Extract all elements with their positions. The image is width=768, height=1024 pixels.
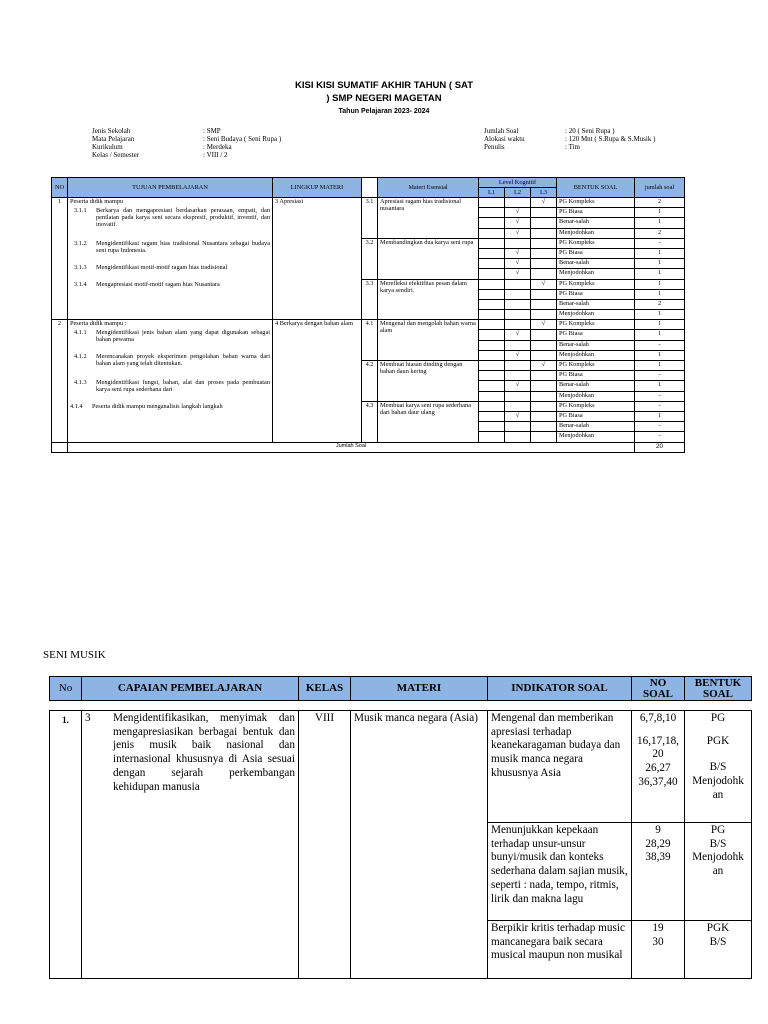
- music-row-no: 1.: [50, 711, 82, 979]
- tujuan-cell: [68, 320, 273, 442]
- document-title-line2: ) SMP NEGERI MAGETAN: [326, 93, 442, 104]
- header-row: [52, 178, 685, 188]
- bentuk-soal-cell: PG Kompleks: [557, 361, 635, 371]
- header-tujuan: TUJUAN PEMBELAJARAN: [68, 178, 273, 198]
- level-l1-cell: [479, 320, 505, 330]
- tujuan-item-number: 3.1.2: [74, 240, 87, 247]
- level-l2-cell: √: [505, 381, 531, 391]
- tujuan-item-number: 3.1.1: [74, 207, 87, 214]
- music-header-bentuk-2: SOAL: [703, 687, 733, 700]
- document-title-line1: KISI KISI SUMATIF AKHIR TAHUN ( SAT: [294, 80, 474, 91]
- no-soal-line: 38,39: [645, 851, 671, 864]
- level-l3-cell: [531, 330, 557, 340]
- level-l3-cell: √: [531, 361, 557, 371]
- header-l1: L1: [479, 188, 505, 198]
- level-l3-cell: [531, 350, 557, 360]
- music-header-bentuk-1: BENTUK: [694, 676, 742, 689]
- header-l2: L2: [505, 188, 531, 198]
- materi-number: 3.3: [362, 279, 378, 320]
- header-l3: L3: [531, 188, 557, 198]
- jumlah-soal-cell: 2: [635, 299, 685, 309]
- music-row-1: [50, 711, 752, 823]
- level-l3-cell: [531, 371, 557, 381]
- no-soal-line: 19: [652, 922, 664, 934]
- meta-label: Kurikulum: [92, 143, 123, 151]
- row-number: 2: [52, 320, 68, 442]
- materi-cell: Merefleksi efektifitas pesan dalam karya sendiri.: [378, 279, 479, 320]
- materi-number: 4.1: [362, 320, 378, 361]
- jumlah-soal-cell: 1: [635, 320, 685, 330]
- tujuan-item-number: 3.1.3: [74, 264, 87, 271]
- no-soal-line: 28,29: [645, 837, 671, 850]
- bentuk-soal-cell: PG Biasa: [557, 208, 635, 218]
- level-l3-cell: [531, 259, 557, 269]
- level-l2-cell: √: [505, 350, 531, 360]
- tujuan-cell: [68, 198, 273, 320]
- bentuk-soal-cell: Benar-salah: [557, 422, 635, 432]
- jumlah-soal-cell: 1: [635, 411, 685, 421]
- level-l3-cell: √: [531, 198, 557, 208]
- level-l2-cell: √: [505, 218, 531, 228]
- no-soal-gap: [635, 726, 681, 735]
- header-jumlah: jumlah soal: [635, 178, 685, 198]
- section-title-seni-musik: SENI MUSIK: [43, 649, 106, 661]
- lingkup-cell: 4 Berkarya dengan bahan alam: [273, 320, 362, 442]
- bentuk-soal-cell: PG Biasa: [557, 371, 635, 381]
- level-l3-cell: [531, 411, 557, 421]
- music-body-table: [49, 710, 752, 979]
- jumlah-soal-cell: -: [635, 340, 685, 350]
- header-bentuk: BENTUK SOAL: [557, 178, 635, 198]
- music-header-table: [49, 676, 752, 701]
- level-l3-cell: √: [531, 279, 557, 289]
- level-l1-cell: [479, 248, 505, 258]
- materi-cell: Apresiasi ragam hias tradisional nusantara: [378, 198, 479, 239]
- level-l3-cell: [531, 340, 557, 350]
- materi-cell: Membuat karya seni rupa sederhana dari bahan daur ulang: [378, 401, 479, 442]
- level-l1-cell: [479, 299, 505, 309]
- total-value: 20: [635, 442, 685, 452]
- level-l1-cell: [479, 289, 505, 299]
- level-l2-cell: √: [505, 269, 531, 279]
- level-l2-cell: √: [505, 208, 531, 218]
- music-bentuk-3: [685, 921, 752, 979]
- level-l3-cell: [531, 238, 557, 248]
- music-kelas: VIII: [299, 711, 351, 979]
- bentuk-soal-cell: Menjodohkan: [557, 310, 635, 320]
- jumlah-soal-cell: 1: [635, 289, 685, 299]
- bentuk-soal-cell: Benar-salah: [557, 340, 635, 350]
- tujuan-item-number: 3.1.4: [74, 281, 87, 288]
- level-l1-cell: [479, 422, 505, 432]
- bentuk-line: Menjodohk: [692, 851, 744, 864]
- bentuk-line: Menjodohk: [692, 775, 744, 788]
- music-indikator-1: Mengenal dan memberikan apresiasi terhadap keanekaragaman budaya dan musik manca negara khususnya Asia: [488, 711, 632, 823]
- level-l3-cell: [531, 401, 557, 411]
- level-l2-cell: [505, 432, 531, 442]
- level-l1-cell: [479, 340, 505, 350]
- total-blank: [52, 442, 68, 452]
- no-soal-line: 6,7,8,10: [639, 712, 677, 724]
- tujuan-item-text: Mengidentifikasi jenis bahan alam yang dapat digunakan sebagai bahan pewarna: [96, 329, 270, 344]
- level-l2-cell: [505, 238, 531, 248]
- music-indikator-2: Menunjukkan kepekaan terhadap unsur-unsur bunyi/musik dan konteks sederhana dalam sajian musik, seperti : nada, tempo, ritmis, lirik dan makna lagu: [488, 823, 632, 921]
- jumlah-soal-cell: 1: [635, 330, 685, 340]
- materi-number: 3.1: [362, 198, 378, 239]
- bentuk-line: B/S: [709, 837, 727, 850]
- meta-left-labels: [92, 127, 202, 159]
- materi-cell: Membandingkan dua karya seni rupa: [378, 238, 479, 279]
- header-materi: Materi Esensial: [378, 178, 479, 198]
- level-l1-cell: [479, 238, 505, 248]
- music-capaian-cell: [82, 711, 299, 979]
- music-materi: Musik manca negara (Asia): [351, 711, 488, 979]
- bentuk-soal-cell: Benar-salah: [557, 381, 635, 391]
- bentuk-soal-cell: Benar-salah: [557, 299, 635, 309]
- jumlah-soal-cell: -: [635, 401, 685, 411]
- meta-value: : Merdeka: [203, 143, 232, 151]
- lingkup-cell: 3 Apresiasi: [273, 198, 362, 320]
- meta-label: Kelas / Semester: [92, 151, 140, 159]
- level-l1-cell: [479, 432, 505, 442]
- level-l2-cell: [505, 371, 531, 381]
- level-l3-cell: [531, 391, 557, 401]
- music-header-row: [50, 677, 752, 701]
- materi-cell: Membuat hiasan dinding dengan bahan daun kering: [378, 361, 479, 402]
- tujuan-item-number: 4.1.2: [74, 353, 87, 361]
- music-no-soal-3: [632, 921, 685, 979]
- bentuk-soal-cell: PG Biasa: [557, 330, 635, 340]
- music-header-capaian: CAPAIAN PEMBELAJARAN: [82, 677, 299, 701]
- meta-value: : Seni Budaya ( Seni Rupa ): [203, 135, 282, 143]
- music-header-materi: MATERI: [351, 677, 488, 701]
- bentuk-soal-cell: Menjodohkan: [557, 350, 635, 360]
- level-l3-cell: √: [531, 320, 557, 330]
- jumlah-soal-cell: -: [635, 422, 685, 432]
- jumlah-soal-cell: 1: [635, 361, 685, 371]
- meta-label: Mata Pelajaran: [92, 135, 135, 143]
- tujuan-item-text: Mengidentifikasi motif-motif ragam hias tradisional: [96, 264, 228, 271]
- bentuk-line: PG: [710, 712, 726, 724]
- level-l1-cell: [479, 361, 505, 371]
- jumlah-soal-cell: -: [635, 432, 685, 442]
- materi-cell: Mengenal dan mengolah bahan warna alam: [378, 320, 479, 361]
- no-soal-line: 26,27: [645, 762, 671, 775]
- music-header-no-soal: [632, 677, 685, 701]
- level-l3-cell: [531, 381, 557, 391]
- bentuk-soal-cell: Menjodohkan: [557, 432, 635, 442]
- music-header-kelas: KELAS: [299, 677, 351, 701]
- jumlah-soal-cell: 2: [635, 198, 685, 208]
- jumlah-soal-cell: -: [635, 238, 685, 248]
- document-subtitle: Tahun Pelajaran 2023- 2024: [338, 108, 430, 115]
- level-l3-cell: [531, 228, 557, 238]
- total-row: [52, 442, 685, 452]
- level-l1-cell: [479, 259, 505, 269]
- meta-value: : 20 ( Seni Rupa ): [565, 127, 615, 135]
- tujuan-item-text: Berkarya dan mengapresiasi berdasarkan perasaan, empati, dan penilaian pada karya seni secara ekspresif, produktif, inventif, dan inovatif.: [96, 207, 270, 228]
- tujuan-item: [70, 329, 270, 343]
- bentuk-soal-cell: Menjodohkan: [557, 228, 635, 238]
- level-l2-cell: [505, 422, 531, 432]
- music-no-soal-2: [632, 823, 685, 921]
- music-bentuk-1: [685, 711, 752, 823]
- header-level: Level Kognitif: [479, 178, 557, 188]
- no-soal-line: 9: [655, 824, 661, 836]
- header-no: NO: [52, 178, 68, 198]
- tujuan-item: [70, 264, 270, 271]
- level-l2-cell: [505, 401, 531, 411]
- meta-value: : SMP: [203, 127, 221, 135]
- level-l2-cell: √: [505, 330, 531, 340]
- tujuan-item: [70, 403, 270, 410]
- meta-right-values: [565, 127, 725, 151]
- level-l1-cell: [479, 208, 505, 218]
- level-l1-cell: [479, 310, 505, 320]
- level-l1-cell: [479, 269, 505, 279]
- jumlah-soal-cell: 1: [635, 381, 685, 391]
- tujuan-item: [70, 379, 270, 393]
- tujuan-item-text: Merencanakan proyek eksperimen pengolahan bahan warna dari bahan alam yang telah ditentukan.: [96, 353, 270, 368]
- level-l1-cell: [479, 198, 505, 208]
- meta-value: : VIII / 2: [203, 151, 228, 159]
- level-l2-cell: √: [505, 248, 531, 258]
- meta-value: : 120 Mnt ( S.Rupa & S.Musik ): [565, 135, 656, 143]
- materi-number: 4.3: [362, 401, 378, 442]
- level-l3-cell: [531, 218, 557, 228]
- bentuk-soal-cell: PG Kompleks: [557, 279, 635, 289]
- level-l1-cell: [479, 371, 505, 381]
- jumlah-soal-cell: 1: [635, 218, 685, 228]
- meta-label: Penulis: [484, 143, 505, 151]
- jumlah-soal-cell: 1: [635, 310, 685, 320]
- music-header-indikator: INDIKATOR SOAL: [488, 677, 632, 701]
- tujuan-item: [70, 281, 270, 288]
- bentuk-soal-cell: PG Kompleks: [557, 198, 635, 208]
- bentuk-soal-cell: Benar-salah: [557, 259, 635, 269]
- level-l2-cell: [505, 279, 531, 289]
- jumlah-soal-cell: 2: [635, 228, 685, 238]
- level-l3-cell: [531, 248, 557, 258]
- level-l3-cell: [531, 269, 557, 279]
- kisi-row: [52, 320, 685, 330]
- jumlah-soal-cell: 1: [635, 350, 685, 360]
- music-header-bentuk: [685, 677, 752, 701]
- bentuk-soal-cell: PG Kompleks: [557, 320, 635, 330]
- no-soal-line: 20: [652, 748, 664, 761]
- jumlah-soal-cell: 1: [635, 248, 685, 258]
- level-l3-cell: [531, 310, 557, 320]
- level-l1-cell: [479, 330, 505, 340]
- music-bentuk-2: [685, 823, 752, 921]
- materi-number: 3.2: [362, 238, 378, 279]
- meta-left-values: [203, 127, 403, 159]
- level-l2-cell: [505, 289, 531, 299]
- bentuk-gap: [688, 726, 748, 735]
- music-indikator-3: Berpikir kritis terhadap music mancanegara baik secara musical maupun non musikal: [488, 921, 632, 979]
- level-l1-cell: [479, 218, 505, 228]
- level-l3-cell: [531, 289, 557, 299]
- level-l1-cell: [479, 391, 505, 401]
- level-l2-cell: [505, 320, 531, 330]
- bentuk-soal-cell: Menjodohkan: [557, 391, 635, 401]
- meta-label: Alokasi waktu: [484, 135, 525, 143]
- meta-right-labels: [484, 127, 564, 151]
- level-l3-cell: [531, 432, 557, 442]
- no-soal-line: 16,17,18,: [637, 734, 679, 747]
- header-blank: [362, 178, 378, 198]
- bentuk-line: an: [712, 788, 724, 801]
- bentuk-soal-cell: PG Kompleks: [557, 238, 635, 248]
- tujuan-intro: Peserta didik mampu :: [70, 320, 127, 328]
- bentuk-soal-cell: PG Biasa: [557, 411, 635, 421]
- level-l3-cell: [531, 208, 557, 218]
- bentuk-soal-cell: Menjodohkan: [557, 269, 635, 279]
- level-l2-cell: [505, 340, 531, 350]
- level-l1-cell: [479, 350, 505, 360]
- header-lingkup: LINGKUP MATERI: [273, 178, 362, 198]
- bentuk-soal-cell: PG Biasa: [557, 248, 635, 258]
- bentuk-line: PGK: [706, 922, 730, 934]
- level-l1-cell: [479, 228, 505, 238]
- level-l2-cell: √: [505, 259, 531, 269]
- level-l2-cell: √: [505, 411, 531, 421]
- level-l1-cell: [479, 381, 505, 391]
- jumlah-soal-cell: -: [635, 391, 685, 401]
- jumlah-soal-cell: -: [635, 371, 685, 381]
- level-l2-cell: [505, 310, 531, 320]
- meta-label: Jumlah Soal: [484, 127, 519, 135]
- jumlah-soal-cell: 1: [635, 279, 685, 289]
- jumlah-soal-cell: 1: [635, 208, 685, 218]
- bentuk-line: B/S: [709, 761, 727, 774]
- level-l1-cell: [479, 279, 505, 289]
- bentuk-line: B/S: [709, 935, 727, 948]
- meta-label: Jenis Sekolah: [92, 127, 131, 135]
- level-l1-cell: [479, 411, 505, 421]
- tujuan-item: [70, 240, 270, 254]
- tujuan-item-text: Peserta didik mampu menganalisis langkah langkah: [92, 403, 223, 411]
- tujuan-item: [70, 207, 270, 228]
- bentuk-gap: [688, 748, 748, 761]
- music-no-soal-1: [632, 711, 685, 823]
- level-l2-cell: [505, 391, 531, 401]
- music-header-no: No: [50, 677, 82, 701]
- tujuan-item-text: Mengidentifikasi ragam hias tradisional Nusantara sebagai budaya seni rupa Indonesia.: [96, 240, 270, 254]
- level-l2-cell: [505, 361, 531, 371]
- jumlah-soal-cell: 1: [635, 269, 685, 279]
- bentuk-line: PG: [710, 824, 726, 836]
- materi-number: 4.2: [362, 361, 378, 402]
- tujuan-item-number: 4.1.4: [70, 403, 83, 411]
- music-capaian-wrap: [85, 712, 295, 794]
- music-header-no-soal-2: SOAL: [643, 687, 673, 700]
- tujuan-item: [70, 353, 270, 367]
- bentuk-line: an: [712, 865, 724, 878]
- bentuk-soal-cell: PG Kompleks: [557, 401, 635, 411]
- level-l2-cell: √: [505, 228, 531, 238]
- level-l2-cell: [505, 299, 531, 309]
- jumlah-soal-cell: 1: [635, 259, 685, 269]
- music-capaian-text: Mengidentifikasikan, menyimak dan mengapresiasikan berbagai bentuk dan jenis musik baik nasional dan internasional khususnya di Asia sesuai dengan sejarah perkembangan kehidupan manusia: [113, 712, 295, 793]
- tujuan-item-number: 4.1.3: [74, 379, 87, 387]
- music-header-no-soal-1: NO: [649, 676, 667, 689]
- bentuk-line: PGK: [706, 734, 730, 747]
- tujuan-item-text: Mengapresiasi motif-motif ragam hias Nusantara: [96, 281, 220, 288]
- total-label: Jumlah Soal: [68, 442, 635, 452]
- tujuan-item-text: Mengidentifikasi fungsi, bahan, alat dan proses pada pembuatan karya seni rupa sederhana dari: [96, 379, 270, 394]
- tujuan-intro: Peserta didik mampu: [70, 198, 124, 205]
- level-l3-cell: [531, 299, 557, 309]
- no-soal-line: 36,37,40: [638, 775, 678, 788]
- level-l3-cell: [531, 422, 557, 432]
- bentuk-soal-cell: Benar-salah: [557, 218, 635, 228]
- bentuk-soal-cell: PG Biasa: [557, 289, 635, 299]
- level-l2-cell: [505, 198, 531, 208]
- no-soal-line: 30: [652, 935, 664, 948]
- music-capaian-num: 3: [85, 712, 91, 724]
- level-l1-cell: [479, 401, 505, 411]
- kisi-kisi-seni-rupa-table: [51, 177, 685, 453]
- tujuan-item-number: 4.1.1: [74, 329, 87, 337]
- kisi-row: [52, 198, 685, 208]
- meta-value: : Tim: [565, 143, 580, 151]
- row-number: 1: [52, 198, 68, 320]
